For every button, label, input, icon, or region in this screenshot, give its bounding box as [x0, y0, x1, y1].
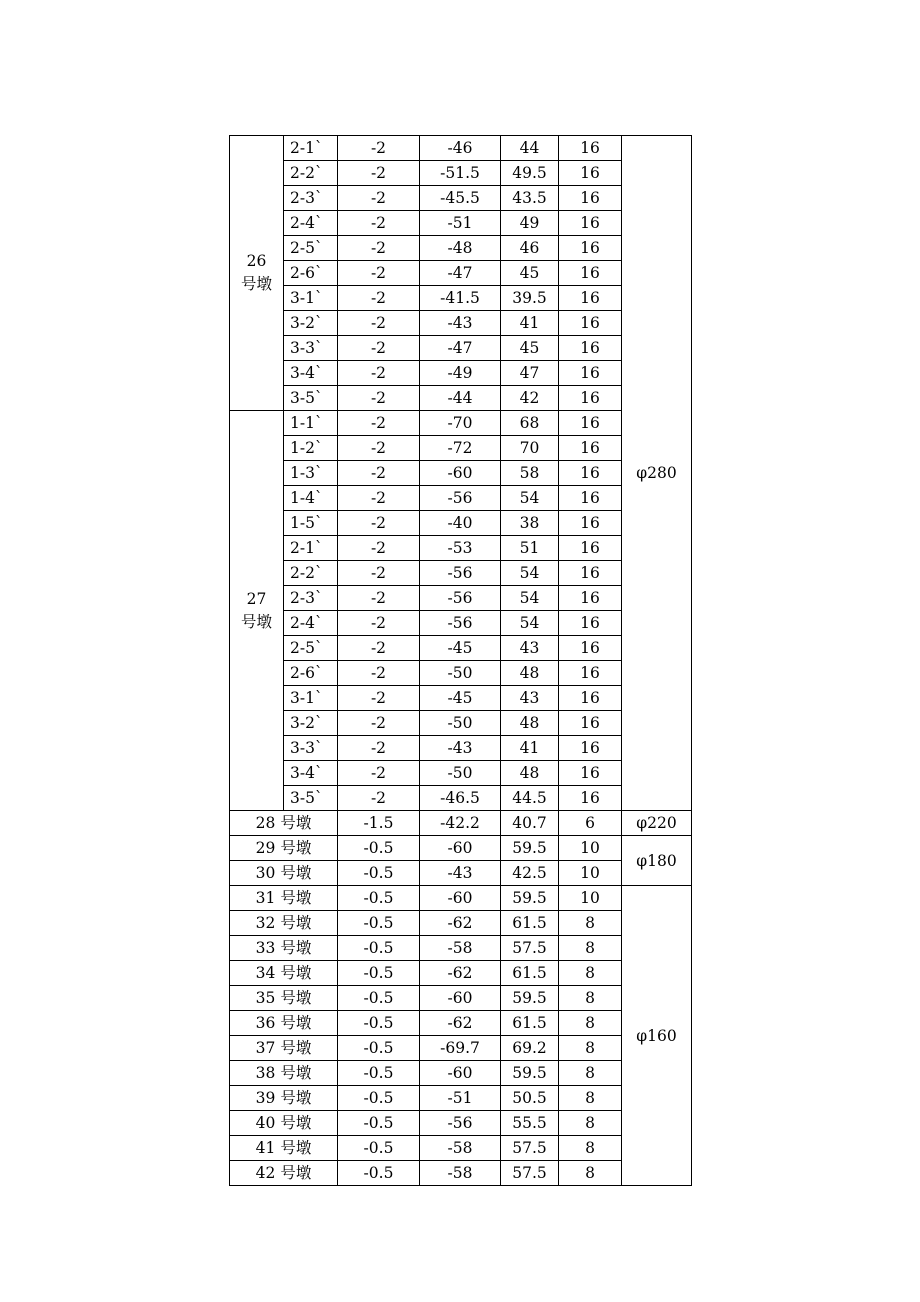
pile-length-cell: 49.5	[501, 161, 559, 186]
pile-length-cell: 40.7	[501, 811, 559, 836]
pile-length-cell: 43.5	[501, 186, 559, 211]
table-body	[230, 136, 692, 1186]
bottom-elevation-cell: -43	[420, 311, 501, 336]
top-elevation-cell: -2	[338, 636, 420, 661]
pile-id-cell: 3-1`	[284, 686, 338, 711]
pile-diameter-cell: φ280	[622, 136, 692, 811]
pier-label-cell: 28 号墩	[230, 811, 338, 836]
top-elevation-cell: -2	[338, 686, 420, 711]
top-elevation-cell: -0.5	[338, 886, 420, 911]
top-elevation-cell: -2	[338, 386, 420, 411]
pile-count-cell: 8	[559, 936, 622, 961]
bottom-elevation-cell: -56	[420, 561, 501, 586]
pile-id-cell: 3-3`	[284, 336, 338, 361]
top-elevation-cell: -0.5	[338, 1011, 420, 1036]
bottom-elevation-cell: -49	[420, 361, 501, 386]
pile-length-cell: 45	[501, 261, 559, 286]
bottom-elevation-cell: -46.5	[420, 786, 501, 811]
pile-length-cell: 43	[501, 686, 559, 711]
pile-length-cell: 55.5	[501, 1111, 559, 1136]
bottom-elevation-cell: -56	[420, 586, 501, 611]
top-elevation-cell: -2	[338, 761, 420, 786]
pile-length-cell: 59.5	[501, 1061, 559, 1086]
pile-id-cell: 3-3`	[284, 736, 338, 761]
top-elevation-cell: -2	[338, 486, 420, 511]
pile-count-cell: 16	[559, 286, 622, 311]
top-elevation-cell: -2	[338, 436, 420, 461]
pile-length-cell: 69.2	[501, 1036, 559, 1061]
bottom-elevation-cell: -58	[420, 936, 501, 961]
bottom-elevation-cell: -42.2	[420, 811, 501, 836]
pile-count-cell: 16	[559, 736, 622, 761]
pier-label-cell: 42 号墩	[230, 1161, 338, 1186]
pile-length-cell: 51	[501, 536, 559, 561]
pile-length-cell: 46	[501, 236, 559, 261]
top-elevation-cell: -0.5	[338, 861, 420, 886]
pile-count-cell: 8	[559, 1161, 622, 1186]
bottom-elevation-cell: -43	[420, 736, 501, 761]
top-elevation-cell: -2	[338, 711, 420, 736]
pier-label-cell: 29 号墩	[230, 836, 338, 861]
bottom-elevation-cell: -50	[420, 661, 501, 686]
bottom-elevation-cell: -70	[420, 411, 501, 436]
bottom-elevation-cell: -72	[420, 436, 501, 461]
pile-id-cell: 2-4`	[284, 211, 338, 236]
pile-length-cell: 41	[501, 736, 559, 761]
top-elevation-cell: -1.5	[338, 811, 420, 836]
pile-id-cell: 2-2`	[284, 561, 338, 586]
pile-length-cell: 44.5	[501, 786, 559, 811]
top-elevation-cell: -2	[338, 336, 420, 361]
pile-id-cell: 2-4`	[284, 611, 338, 636]
bottom-elevation-cell: -50	[420, 711, 501, 736]
pile-count-cell: 16	[559, 761, 622, 786]
top-elevation-cell: -0.5	[338, 911, 420, 936]
pile-id-cell: 2-3`	[284, 186, 338, 211]
pile-id-cell: 1-1`	[284, 411, 338, 436]
pile-length-cell: 38	[501, 511, 559, 536]
top-elevation-cell: -0.5	[338, 961, 420, 986]
bottom-elevation-cell: -62	[420, 961, 501, 986]
pier-label-cell: 37 号墩	[230, 1036, 338, 1061]
pile-count-cell: 6	[559, 811, 622, 836]
top-elevation-cell: -2	[338, 461, 420, 486]
pier-number: 26	[246, 252, 267, 270]
top-elevation-cell: -0.5	[338, 1061, 420, 1086]
pier-label-cell: 35 号墩	[230, 986, 338, 1011]
pile-length-cell: 39.5	[501, 286, 559, 311]
pile-length-cell: 48	[501, 761, 559, 786]
pile-count-cell: 8	[559, 1086, 622, 1111]
pile-length-cell: 54	[501, 561, 559, 586]
top-elevation-cell: -2	[338, 236, 420, 261]
pier-number: 27	[246, 589, 267, 608]
pile-id-cell: 2-2`	[284, 161, 338, 186]
pile-count-cell: 16	[559, 536, 622, 561]
pile-count-cell: 16	[559, 336, 622, 361]
pile-count-cell: 16	[559, 186, 622, 211]
pile-id-cell: 1-3`	[284, 461, 338, 486]
top-elevation-cell: -2	[338, 511, 420, 536]
pile-length-cell: 57.5	[501, 1161, 559, 1186]
pile-id-cell: 2-3`	[284, 586, 338, 611]
pile-length-cell: 59.5	[501, 886, 559, 911]
pile-id-cell: 2-1`	[284, 136, 338, 161]
pier-label-cell: 31 号墩	[230, 886, 338, 911]
bottom-elevation-cell: -45	[420, 686, 501, 711]
pile-length-cell: 61.5	[501, 1011, 559, 1036]
bottom-elevation-cell: -40	[420, 511, 501, 536]
pile-length-cell: 50.5	[501, 1086, 559, 1111]
pile-id-cell: 3-2`	[284, 711, 338, 736]
pile-count-cell: 16	[559, 511, 622, 536]
top-elevation-cell: -0.5	[338, 1136, 420, 1161]
top-elevation-cell: -0.5	[338, 836, 420, 861]
pile-count-cell: 16	[559, 636, 622, 661]
pile-length-cell: 48	[501, 711, 559, 736]
table-row	[230, 811, 692, 836]
pile-length-cell: 59.5	[501, 986, 559, 1011]
pile-count-cell: 8	[559, 1061, 622, 1086]
pile-count-cell: 16	[559, 211, 622, 236]
top-elevation-cell: -2	[338, 536, 420, 561]
pier-label-cell: 36 号墩	[230, 1011, 338, 1036]
pile-length-cell: 57.5	[501, 1136, 559, 1161]
pile-count-cell: 16	[559, 436, 622, 461]
pile-count-cell: 16	[559, 661, 622, 686]
pile-count-cell: 8	[559, 911, 622, 936]
bottom-elevation-cell: -60	[420, 986, 501, 1011]
pile-count-cell: 8	[559, 986, 622, 1011]
pile-count-cell: 8	[559, 1136, 622, 1161]
bottom-elevation-cell: -45	[420, 636, 501, 661]
top-elevation-cell: -2	[338, 561, 420, 586]
bottom-elevation-cell: -51	[420, 211, 501, 236]
top-elevation-cell: -2	[338, 186, 420, 211]
pier-label-cell: 32 号墩	[230, 911, 338, 936]
pile-length-cell: 61.5	[501, 961, 559, 986]
pile-count-cell: 8	[559, 1036, 622, 1061]
pile-count-cell: 16	[559, 136, 622, 161]
bottom-elevation-cell: -60	[420, 836, 501, 861]
top-elevation-cell: -2	[338, 136, 420, 161]
pile-id-cell: 3-5`	[284, 786, 338, 811]
top-elevation-cell: -0.5	[338, 1161, 420, 1186]
pile-data-table	[229, 135, 692, 1186]
pile-length-cell: 43	[501, 636, 559, 661]
pile-length-cell: 54	[501, 586, 559, 611]
pile-count-cell: 16	[559, 311, 622, 336]
pile-count-cell: 8	[559, 1111, 622, 1136]
pile-id-cell: 3-1`	[284, 286, 338, 311]
pile-length-cell: 42.5	[501, 861, 559, 886]
pile-length-cell: 45	[501, 336, 559, 361]
bottom-elevation-cell: -47	[420, 261, 501, 286]
pile-diameter-cell: φ220	[622, 811, 692, 836]
pile-length-cell: 68	[501, 411, 559, 436]
table-row	[230, 136, 692, 161]
bottom-elevation-cell: -46	[420, 136, 501, 161]
pile-count-cell: 8	[559, 1011, 622, 1036]
pile-id-cell: 2-5`	[284, 636, 338, 661]
pile-length-cell: 47	[501, 361, 559, 386]
pile-id-cell: 3-4`	[284, 761, 338, 786]
pile-count-cell: 16	[559, 236, 622, 261]
pile-diameter-cell: φ160	[622, 886, 692, 1186]
pile-id-cell: 2-1`	[284, 536, 338, 561]
pier-label-cell	[230, 411, 284, 811]
bottom-elevation-cell: -50	[420, 761, 501, 786]
pile-count-cell: 16	[559, 361, 622, 386]
bottom-elevation-cell: -44	[420, 386, 501, 411]
bottom-elevation-cell: -47	[420, 336, 501, 361]
top-elevation-cell: -2	[338, 286, 420, 311]
table-row	[230, 886, 692, 911]
pile-id-cell: 1-5`	[284, 511, 338, 536]
pile-count-cell: 16	[559, 786, 622, 811]
bottom-elevation-cell: -58	[420, 1161, 501, 1186]
bottom-elevation-cell: -56	[420, 611, 501, 636]
bottom-elevation-cell: -62	[420, 1011, 501, 1036]
pile-length-cell: 61.5	[501, 911, 559, 936]
pile-count-cell: 16	[559, 611, 622, 636]
pile-id-cell: 3-2`	[284, 311, 338, 336]
pile-count-cell: 16	[559, 411, 622, 436]
top-elevation-cell: -2	[338, 661, 420, 686]
bottom-elevation-cell: -60	[420, 1061, 501, 1086]
top-elevation-cell: -2	[338, 261, 420, 286]
pile-id-cell: 2-6`	[284, 261, 338, 286]
pile-length-cell: 44	[501, 136, 559, 161]
bottom-elevation-cell: -60	[420, 461, 501, 486]
pile-id-cell: 3-4`	[284, 361, 338, 386]
pile-id-cell: 1-2`	[284, 436, 338, 461]
pile-length-cell: 70	[501, 436, 559, 461]
pile-length-cell: 54	[501, 486, 559, 511]
pile-length-cell: 48	[501, 661, 559, 686]
pile-count-cell: 16	[559, 561, 622, 586]
pier-suffix: 号墩	[240, 275, 272, 293]
pile-count-cell: 10	[559, 886, 622, 911]
top-elevation-cell: -0.5	[338, 936, 420, 961]
bottom-elevation-cell: -51	[420, 1086, 501, 1111]
pier-label-cell: 30 号墩	[230, 861, 338, 886]
pile-count-cell: 10	[559, 836, 622, 861]
pile-id-cell: 2-5`	[284, 236, 338, 261]
pile-count-cell: 16	[559, 461, 622, 486]
top-elevation-cell: -0.5	[338, 1086, 420, 1111]
pile-id-cell: 3-5`	[284, 386, 338, 411]
bottom-elevation-cell: -48	[420, 236, 501, 261]
pile-count-cell: 16	[559, 386, 622, 411]
pile-count-cell: 16	[559, 486, 622, 511]
bottom-elevation-cell: -56	[420, 486, 501, 511]
pile-diameter-cell: φ180	[622, 836, 692, 886]
bottom-elevation-cell: -43	[420, 861, 501, 886]
top-elevation-cell: -2	[338, 211, 420, 236]
pile-count-cell: 16	[559, 161, 622, 186]
bottom-elevation-cell: -51.5	[420, 161, 501, 186]
pier-label-cell	[230, 136, 284, 411]
pile-id-cell: 1-4`	[284, 486, 338, 511]
top-elevation-cell: -2	[338, 736, 420, 761]
top-elevation-cell: -0.5	[338, 1111, 420, 1136]
pile-length-cell: 57.5	[501, 936, 559, 961]
pile-count-cell: 10	[559, 861, 622, 886]
bottom-elevation-cell: -69.7	[420, 1036, 501, 1061]
bottom-elevation-cell: -58	[420, 1136, 501, 1161]
pile-length-cell: 59.5	[501, 836, 559, 861]
top-elevation-cell: -2	[338, 311, 420, 336]
pile-count-cell: 16	[559, 711, 622, 736]
pier-label-cell: 39 号墩	[230, 1086, 338, 1111]
top-elevation-cell: -2	[338, 411, 420, 436]
top-elevation-cell: -2	[338, 611, 420, 636]
top-elevation-cell: -0.5	[338, 1036, 420, 1061]
pile-count-cell: 8	[559, 961, 622, 986]
pier-label-cell: 38 号墩	[230, 1061, 338, 1086]
bottom-elevation-cell: -56	[420, 1111, 501, 1136]
top-elevation-cell: -2	[338, 786, 420, 811]
pile-count-cell: 16	[559, 261, 622, 286]
bottom-elevation-cell: -60	[420, 886, 501, 911]
pile-length-cell: 41	[501, 311, 559, 336]
pier-label-cell: 41 号墩	[230, 1136, 338, 1161]
top-elevation-cell: -2	[338, 161, 420, 186]
table-row	[230, 836, 692, 861]
pile-id-cell: 2-6`	[284, 661, 338, 686]
pile-count-cell: 16	[559, 686, 622, 711]
pier-suffix: 号墩	[240, 612, 272, 631]
pile-length-cell: 54	[501, 611, 559, 636]
pile-length-cell: 42	[501, 386, 559, 411]
pier-label-cell: 33 号墩	[230, 936, 338, 961]
bottom-elevation-cell: -53	[420, 536, 501, 561]
pile-length-cell: 49	[501, 211, 559, 236]
bottom-elevation-cell: -62	[420, 911, 501, 936]
top-elevation-cell: -2	[338, 586, 420, 611]
bottom-elevation-cell: -45.5	[420, 186, 501, 211]
pier-label-cell: 40 号墩	[230, 1111, 338, 1136]
bottom-elevation-cell: -41.5	[420, 286, 501, 311]
pier-label-cell: 34 号墩	[230, 961, 338, 986]
top-elevation-cell: -0.5	[338, 986, 420, 1011]
pile-count-cell: 16	[559, 586, 622, 611]
top-elevation-cell: -2	[338, 361, 420, 386]
pile-length-cell: 58	[501, 461, 559, 486]
